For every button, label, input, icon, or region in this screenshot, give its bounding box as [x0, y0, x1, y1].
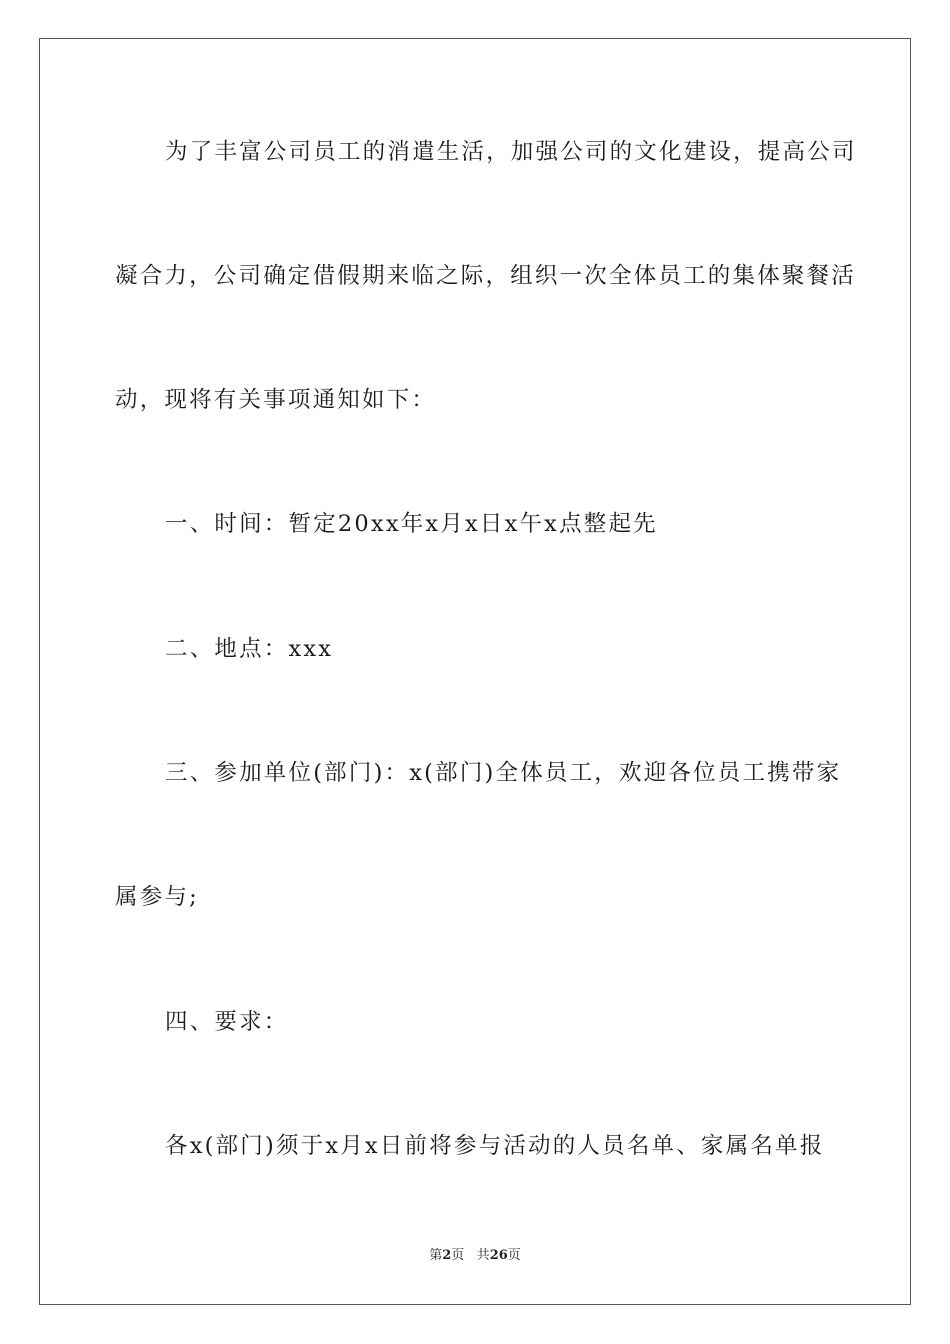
- footer-total-prefix: 共: [476, 1248, 490, 1263]
- requirements-text: 各x(部门)须于x月x日前将参与活动的人员名单、家属名单报: [165, 1133, 825, 1159]
- item-participants: 三、参加单位(部门)：x(部门)全体员工，欢迎各位员工携带家: [165, 760, 842, 786]
- item-participants-cont: 属参与;: [115, 884, 199, 910]
- footer-page-number: 2: [442, 1248, 452, 1263]
- footer-prefix: 第: [429, 1248, 443, 1263]
- footer-page-suffix: 页: [451, 1248, 465, 1263]
- page-footer: [0, 1247, 950, 1265]
- item-requirements: 四、要求：: [165, 1009, 289, 1035]
- item-time: 一、时间：暂定20xx年x月x日x午x点整起先: [165, 511, 658, 537]
- footer-total-pages: 26: [489, 1248, 508, 1263]
- footer-total-suffix: 页: [507, 1248, 521, 1263]
- item-location: 二、地点：xxx: [165, 636, 334, 662]
- paragraph-line-1: 为了丰富公司员工的消遣生活，加强公司的文化建设，提高公司: [165, 139, 857, 165]
- paragraph-line-2: 凝合力，公司确定借假期来临之际，组织一次全体员工的集体聚餐活: [115, 263, 857, 289]
- paragraph-line-3: 动，现将有关事项通知如下：: [115, 387, 437, 413]
- page-border: [39, 38, 911, 1305]
